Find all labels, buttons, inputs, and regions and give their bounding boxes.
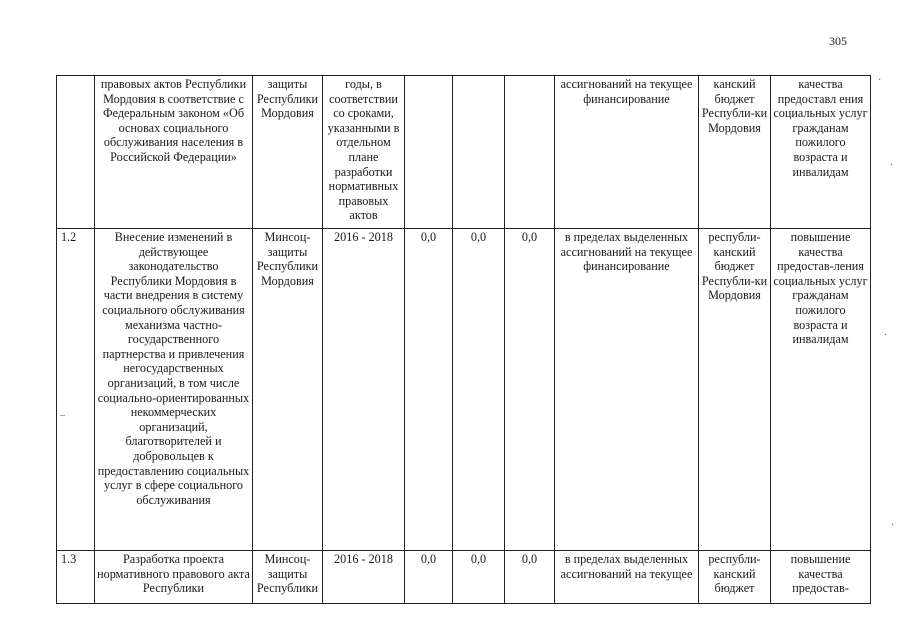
program-table — [56, 75, 871, 604]
expected-result: повышение качества предостав- — [771, 551, 871, 604]
period: 2016 - 2018 — [323, 551, 405, 604]
period: годы, в соответствии со сроками, указанными в отдельном плане разработки нормативных правовых актов — [323, 76, 405, 229]
budget: республи-канский бюджет — [699, 551, 771, 604]
financing-source: ассигнований на текущее финансирование — [555, 76, 699, 229]
expected-result: повышение качества предостав-ления социальных услуг гражданам пожилого возраста и инвалидам — [771, 229, 871, 551]
value-year-3 — [505, 76, 555, 229]
table-row — [57, 229, 871, 551]
budget: республи-канский бюджет Республи-ки Мордовия — [699, 229, 771, 551]
scan-speck: – — [60, 410, 65, 421]
row-number: 1.3 — [57, 551, 95, 604]
table-row — [57, 551, 871, 604]
executor: защиты Республики Мордовия — [253, 76, 323, 229]
value-year-1: 0,0 — [405, 229, 453, 551]
financing-source: в пределах выделенных ассигнований на текущее — [555, 551, 699, 604]
value-year-1: 0,0 — [405, 551, 453, 604]
scan-speck: · — [890, 160, 894, 171]
scan-speck: · — [878, 75, 882, 86]
expected-result: качества предоставл ения социальных услуг гражданам пожилого возраста и инвалидам — [771, 76, 871, 229]
value-year-1 — [405, 76, 453, 229]
value-year-2 — [453, 76, 505, 229]
value-year-2: 0,0 — [453, 551, 505, 604]
period: 2016 - 2018 — [323, 229, 405, 551]
executor: Минсоц-защиты Республики Мордовия — [253, 229, 323, 551]
executor: Минсоц-защиты Республики — [253, 551, 323, 604]
value-year-3: 0,0 — [505, 551, 555, 604]
value-year-3: 0,0 — [505, 229, 555, 551]
financing-source: в пределах выделенных ассигнований на текущее финансирование — [555, 229, 699, 551]
scan-speck: · — [891, 520, 895, 531]
value-year-2: 0,0 — [453, 229, 505, 551]
table-row — [57, 76, 871, 229]
row-number — [57, 76, 95, 229]
measure-name: правовых актов Республики Мордовия в соответствие с Федеральным законом «Об основах социального обслуживания населения в Российской Федерации» — [95, 76, 253, 229]
row-number: 1.2 — [57, 229, 95, 551]
measure-name: Разработка проекта нормативного правового акта Республики — [95, 551, 253, 604]
scan-speck: · — [884, 330, 888, 341]
measure-name: Внесение изменений в действующее законодательство Республики Мордовия в части внедрения в систему социального обслуживания механизма частно-государственного партнерства и привлечения негосударственных организаций, в том числе социально-ориентированных некоммерческих организаций, благотворителей и добровольцев к предоставлению социальных услуг в сфере социального обслуживания — [95, 229, 253, 551]
page-number: 305 — [829, 34, 847, 48]
budget: канский бюджет Республи-ки Мордовия — [699, 76, 771, 229]
